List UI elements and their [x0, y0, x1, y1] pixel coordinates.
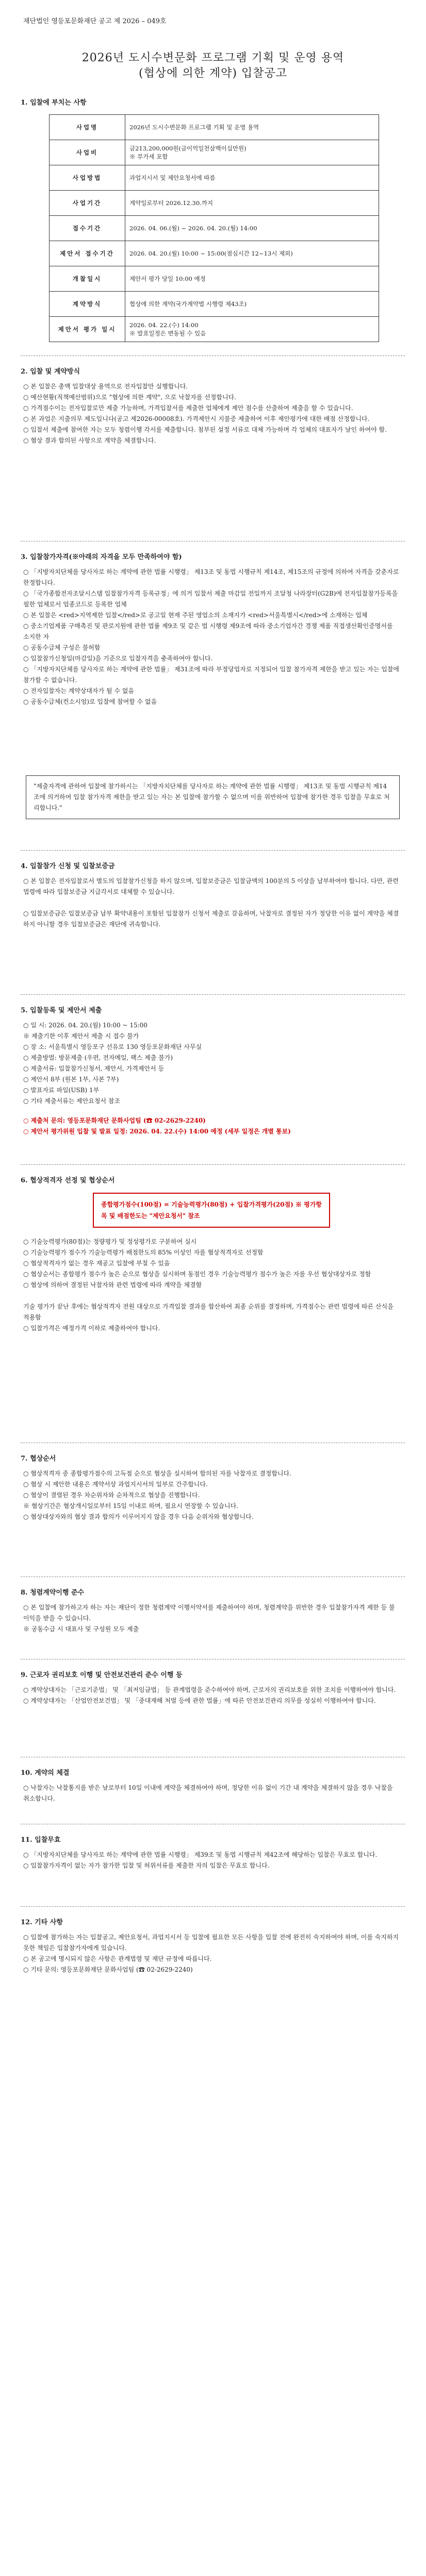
info-table [49, 114, 379, 342]
info-row [50, 216, 379, 241]
section-11-text: ○ 「지방자치단체를 당사자로 하는 계약에 관한 법률 시행령」 제39조 및 동법 시행규칙 제42조에 해당하는 입찰은 무효로 합니다. ○ 입찰참가자격이 없는 자가 참가한 입찰 및 허위서류를 제출한 자의 입찰은 무효로 합니다. [23, 1851, 378, 1869]
section-11-title: 11. 입찰무효 [21, 1836, 61, 1844]
info-label: 사업명 [50, 115, 125, 140]
info-row [50, 191, 379, 216]
info-value: 2026. 04. 06.(월) ~ 2026. 04. 20.(월) 14:00 [125, 216, 379, 241]
section-6-text: ○ 기술능력평가(80점)는 정량평가 및 정성평가로 구분하여 실시 ○ 기술능력평가 점수가 기술능력평가 배점한도의 85% 이상인 자를 협상적격자로 선정함 ○ 협상적격자가 없는 경우 재공고 입찰에 부칠 수 있음 ○ 협상순서는 종합평가 점수가 높은 순으로 협상을 실시하며 동점인 경우 기술능력평가 점수가 높은 자를 우선 협상대상자로 정함 ○ 협상에 의하여 결정된 낙찰자와 관련 법령에 따라 계약을 체결함 기술 평가가 끝난 후에는 협상적격자 전원 대상으로 가격입찰 결과를 합산하여 최종 순위를 결정하며, 가격점수는 관련 법령에 따른 산식을 적용함 ○ 입찰가격은 예정가격 이하로 제출하여야 합니다. [23, 1238, 394, 1332]
info-row [50, 165, 379, 191]
divider [21, 1906, 405, 1907]
info-row [50, 140, 379, 165]
section-12-text: ○ 입찰에 참가하는 자는 입찰공고, 제안요청서, 과업지시서 등 입찰에 필요한 모든 사항을 입찰 전에 완전히 숙지하여야 하며, 이를 숙지하지 못한 책임은 입찰참가자에게 있습니다. ○ 본 공고에 명시되지 않은 사항은 관계법령 및 재단 규정에 따릅니다. ○ 기타 문의: 영등포문화재단 문화사업팀 (☎ 02-2629-2240) [23, 1934, 399, 1973]
section-2-title: 2. 입찰 및 계약방식 [21, 368, 80, 376]
info-label: 계약방식 [50, 292, 125, 317]
info-row [50, 292, 379, 317]
section-7-title: 7. 협상순서 [21, 1455, 56, 1463]
info-row [50, 266, 379, 292]
info-label: 접수기간 [50, 216, 125, 241]
section-3-note-box: "제출자격에 관하여 입찰에 참가하시는 「지방자치단체를 당사자로 하는 계약에 관한 법률 시행령」 제13조 및 동법 시행규칙 제14조에 의거하여 입찰 참가자격 제한을 받고 있는 자는 본 입찰에 참가할 수 없으며 이를 위반하여 입찰에 참가한 경우 입찰을 무효로 처리합니다." [26, 775, 400, 819]
title-line-2: (협상에 의한 계약) 입찰공고 [139, 67, 287, 80]
info-label: 사업방법 [50, 165, 125, 191]
info-value: 2026. 04. 20.(월) 10:00 ~ 15:00(점심시간 12~13시 제외) [125, 241, 379, 266]
section-2-text: ○ 본 입찰은 총액 입찰대상 용역으로 전자입찰만 실행합니다. ○ 예산현황(직책예산범위)으로 "협상에 의한 계약", 으로 낙찰자를 선정합니다. ○ 가격점수이는 전자입찰로만 제출 가능하며, 가격입찰서를 제출한 업체에게 제안 점수를 산출하여 제출을 할 수 있습니다. ○ 본 과업은 지출의무 제도입니다(공고 제2026-00008호). 가격제안시 지불증 제출하여 이후 제안평가에 대한 배점 산정합니다. ○ 입찰서 제출에 참여한 자는 모두 청렴이행 각서를 제출합니다. 첨부된 설정 서류로 대체 가능하며 각 업체의 대표자가 날인 하여야 함. ○ 협상 결과 합의된 사항으로 계약을 체결합니다. [23, 383, 387, 444]
section-10-title: 10. 계약의 체결 [21, 1769, 70, 1777]
info-value: 금213,200,000원(금이억일천삼백이십만원) ※ 부가세 포함 [125, 140, 379, 165]
section-3-title: 3. 입찰참가자격(※아래의 자격을 모두 만족하여야 함) [21, 553, 182, 561]
info-value: 계약일로부터 2026.12.30.까지 [125, 191, 379, 216]
score-formula-box: 종합평가점수(100점) = 기술능력평가(80점) + 입찰가격평가(20점) ※ 평가항목 및 배점한도는 "제안요청서" 참조 [93, 1193, 330, 1228]
divider [21, 1164, 405, 1165]
info-label: 제안서 평가 일시 [50, 317, 125, 342]
divider [21, 850, 405, 851]
section-5-title: 5. 입찰등록 및 제안서 제출 [21, 1007, 102, 1014]
info-value: 협상에 의한 계약(국가계약법 시행령 제43조) [125, 292, 379, 317]
section-5-note: ○ 제출처 문의: 영등포문화재단 문화사업팀 (☎ 02-2629-2240) ○ 제안서 평가위원 입찰 및 발표 일정: 2026. 04. 22.(수) 14:00 예정 (세부 일정은 개별 통보) [23, 1117, 291, 1135]
section-9-text: ○ 계약상대자는 「근로기준법」 및 「최저임금법」 등 관계법령을 준수하여야 하며, 근로자의 권리보호를 위한 조치를 이행하여야 합니다. ○ 계약상대자는 「산업안전보건법」 및 「중대재해 처벌 등에 관한 법률」에 따른 안전보건관리 의무를 성실히 이행하여야 합니다. [23, 1686, 396, 1704]
section-12-title: 12. 기타 사항 [21, 1919, 63, 1926]
section-4-text: ○ 본 입찰은 전자입찰로서 별도의 입찰참가신청을 하지 않으며, 입찰보증금은 입찰금액의 100분의 5 이상을 납부하여야 합니다. 다만, 관련 법령에 따라 입찰보증금 지급각서로 대체할 수 있습니다. ○ 입찰보증금은 입찰보증금 납부 확약내용이 포함된 입찰참가 신청서 제출로 갈음하며, 낙찰자로 결정된 자가 정당한 이유 없이 계약을 체결하지 아니할 경우 입찰보증금은 재단에 귀속합니다. [23, 877, 399, 928]
info-label: 제안서 접수기간 [50, 241, 125, 266]
info-value: 2026. 04. 22.(수) 14:00 ※ 발표일정은 변동될 수 있음 [125, 317, 379, 342]
section-3-text: ○ 「지방자치단체를 당사자로 하는 계약에 관한 법률 시행령」 제13조 및 동법 시행규칙 제14조, 제15조의 규정에 의하여 자격을 갖춘자로 한정합니다. ○ 「국가종합전자조달시스템 입찰참가자격 등록규정」에 의거 입찰서 제출 마감일 전일까지 조달청 나라장터(G2B)에 전자입찰참가등록을 필한 업체로서 업종코드로 등록한 업체 ○ 본 입찰은 <red>지역제한 입찰</red>로 공고일 현재 주된 영업소의 소재지가 <red>서울특별시</red>에 소재하는 업체 ○ 중소기업제품 구매촉진 및 판로지원에 관한 법률 제9조 및 같은 법 시행령 제9조에 따라 중소기업자간 경쟁 제품 직접생산확인증명서를 소지한 자 ○ 공동수급체 구성은 불허함 ○ 입찰참가신청일(마감일)을 기준으로 입찰자격을 충족하여야 합니다. ○ 「지방자치단체를 당사자로 하는 계약에 관한 법률」 제31조에 따라 부정당업자로 지정되어 입찰 참가자격 제한을 받고 있는 자는 입찰에 참가할 수 없습니다. ○ 전자입찰자는 계약상대자가 될 수 없음 ○ 공동수급체(컨소시엄)로 입찰에 참여할 수 없음 [23, 568, 399, 705]
section-10-text: ○ 낙찰자는 낙찰통지를 받은 날로부터 10일 이내에 계약을 체결하여야 하며, 정당한 이유 없이 기간 내 계약을 체결하지 않을 경우 낙찰을 취소합니다. [23, 1784, 393, 1802]
section-8-text: ○ 본 입찰에 참가하고자 하는 자는 재단이 정한 청렴계약 이행서약서를 제출하여야 하며, 청렴계약을 위반한 경우 입찰참가자격 제한 등 불이익을 받을 수 있습니다. ※ 공동수급 시 대표사 및 구성원 모두 제출 [23, 1604, 395, 1633]
section-5-text: ○ 일 시: 2026. 04. 20.(월) 10:00 ~ 15:00 ※ 제출기한 이후 제안서 제출 시 접수 불가 ○ 장 소: 서울특별시 영등포구 선유로 130 영등포문화재단 사무실 ○ 제출방법: 방문제출 (우편, 전자메일, 팩스 제출 불가) ○ 제출서류: 입찰참가신청서, 제안서, 가격제안서 등 ○ 제안서 8부 (원본 1부, 사본 7부) ○ 발표자료 파일(USB) 1부 ○ 기타 제출서류는 제안요청서 참조 [23, 1022, 202, 1105]
section-9-title: 9. 근로자 권리보호 이행 및 안전보건관리 준수 이행 등 [21, 1671, 183, 1679]
divider [21, 355, 405, 356]
info-row [50, 115, 379, 140]
section-7-text: ○ 협상적격자 중 종합평가점수의 고득점 순으로 협상을 실시하여 합의된 자를 낙찰자로 결정합니다. ○ 협상 시 제안한 내용은 계약서상 과업지시서의 일부로 간주합니다. ○ 협상이 결렬된 경우 차순위자와 순차적으로 협상을 진행합니다. ※ 협상기간은 협상개시일로부터 15일 이내로 하며, 필요시 연장할 수 있습니다. ○ 협상대상자와의 협상 결과 합의가 이루어지지 않을 경우 다음 순위자와 협상합니다. [23, 1470, 291, 1520]
section-4-title: 4. 입찰참가 신청 및 입찰보증금 [21, 862, 115, 870]
info-label: 사업기간 [50, 191, 125, 216]
title-line-1: 2026년 도시수변문화 프로그램 기획 및 운영 용역 [81, 52, 345, 64]
info-label: 개찰일시 [50, 266, 125, 292]
info-label: 사업비 [50, 140, 125, 165]
info-row [50, 241, 379, 266]
section-6-title: 6. 협상적격자 선정 및 협상순서 [21, 1177, 115, 1184]
info-value: 과업지시서 및 제안요청서에 따름 [125, 165, 379, 191]
info-row [50, 317, 379, 342]
section-8-title: 8. 청렴계약이행 준수 [21, 1589, 85, 1597]
divider [21, 994, 405, 995]
section-1-title: 1. 입찰에 부치는 사항 [21, 99, 87, 107]
info-value: 2026년 도시수변문화 프로그램 기획 및 운영 용역 [125, 115, 379, 140]
info-value: 제안서 평가 당일 10:00 예정 [125, 266, 379, 292]
notice-number: 재단법인 영등포문화재단 공고 제 2026 – 049호 [23, 18, 167, 25]
